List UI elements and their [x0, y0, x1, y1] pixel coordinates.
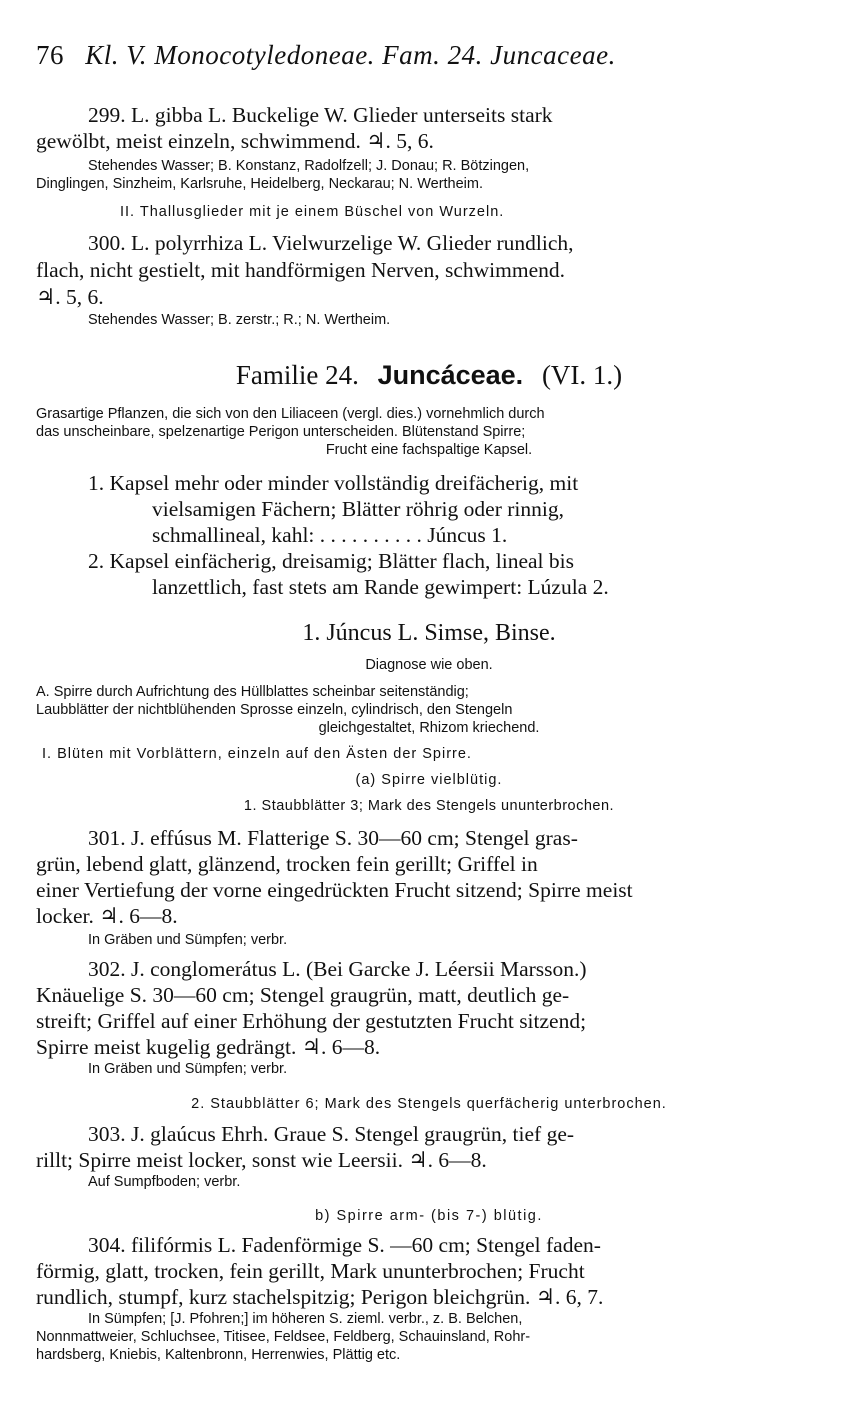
family-description-3: Frucht eine fachspaltige Kapsel. [325, 442, 533, 458]
family-title [36, 360, 822, 391]
group-A-line-2: Laubblätter der nichtblühenden Sprosse einzeln, cylindrisch, den Stengeln [36, 702, 513, 718]
species-304-line-3: rundlich, stumpf, kurz stachelspitzig; Perigon bleichgrün. ♃. 6, 7. [36, 1285, 604, 1309]
key-1-line-1: 1. Kapsel mehr oder minder vollständig dreifächerig, mit [88, 471, 579, 495]
genus-title: 1. Júncus L. Simse, Binse. [302, 620, 556, 646]
species-303-line-1: 303. J. glaúcus Ehrh. Graue S. Stengel graugrün, tief ge- [88, 1122, 575, 1146]
section-II: II. Thallusglieder mit je einem Büschel von Wurzeln. [120, 204, 505, 220]
running-title: Kl. V. Monocotyledoneae. Fam. 24. Juncaceae. [85, 40, 616, 70]
entry-299-locality-1: Stehendes Wasser; B. Konstanz, Radolfzell; J. Donau; R. Bötzingen, [88, 158, 530, 174]
group-2: 2. Staubblätter 6; Mark des Stengels querfächerig unterbrochen. [191, 1096, 667, 1112]
family-title-suffix: (VI. 1.) [541, 360, 623, 390]
species-304-line-1: 304. filifórmis L. Fadenförmige S. —60 cm; Stengel faden- [88, 1233, 601, 1257]
entry-300-line-1: 300. L. polyrrhiza L. Vielwurzelige W. Glieder rundlich, [88, 231, 574, 255]
family-description-1: Grasartige Pflanzen, die sich von den Liliaceen (vergl. dies.) vornehmlich durch [36, 406, 545, 422]
species-304-habitat-1: In Sümpfen; [J. Pfohren;] im höheren S. zieml. verbr., z. B. Belchen, [88, 1311, 523, 1327]
family-description-2: das unscheinbare, spelzenartige Perigon unterscheiden. Blütenstand Spirre; [36, 424, 526, 440]
species-302-line-1: 302. J. conglomerátus L. (Bei Garcke J. Léersii Marsson.) [88, 957, 587, 981]
species-302-line-2: Knäuelige S. 30—60 cm; Stengel graugrün, matt, deutlich ge- [36, 983, 570, 1007]
key-1-line-3: schmallineal, kahl: . . . . . . . . . . Júncus 1. [152, 523, 508, 547]
group-a: (a) Spirre vielblütig. [355, 772, 503, 788]
entry-299-line-2: gewölbt, meist einzeln, schwimmend. ♃. 5, 6. [36, 129, 434, 153]
key-1-line-2: vielsamigen Fächern; Blätter röhrig oder rinnig, [152, 497, 564, 521]
family-name: Juncáceae. [377, 360, 524, 390]
group-A-line-1: A. Spirre durch Aufrichtung des Hüllblattes scheinbar seitenständig; [36, 684, 469, 700]
entry-300-line-2: flach, nicht gestielt, mit handförmigen Nerven, schwimmend. [36, 258, 565, 282]
entry-300-line-3: ♃. 5, 6. [36, 285, 104, 309]
species-301-line-1: 301. J. effúsus M. Flatterige S. 30—60 cm; Stengel gras- [88, 826, 578, 850]
key-2-line-2: lanzettlich, fast stets am Rande gewimpert: Lúzula 2. [152, 575, 609, 599]
genus-diagnosis: Diagnose wie oben. [365, 657, 493, 673]
species-303-habitat: Auf Sumpfboden; verbr. [88, 1174, 241, 1190]
species-304-habitat-2: Nonnmattweier, Schluchsee, Titisee, Feldsee, Feldberg, Schauinsland, Rohr- [36, 1329, 531, 1345]
species-304-habitat-3: hardsberg, Kniebis, Kaltenbronn, Herrenwies, Plättig etc. [36, 1347, 401, 1363]
page-number: 76 [36, 40, 64, 70]
group-A-line-3: gleichgestaltet, Rhizom kriechend. [318, 720, 540, 736]
entry-300-locality: Stehendes Wasser; B. zerstr.; R.; N. Wertheim. [88, 312, 391, 328]
species-302-line-4: Spirre meist kugelig gedrängt. ♃. 6—8. [36, 1035, 381, 1059]
group-b: b) Spirre arm- (bis 7-) blütig. [315, 1208, 543, 1224]
species-301-line-2: grün, lebend glatt, glänzend, trocken fein gerillt; Griffel in [36, 852, 538, 876]
species-301-line-3: einer Vertiefung der vorne eingedrückten Frucht sitzend; Spirre meist [36, 878, 633, 902]
species-301-line-4: locker. ♃. 6—8. [36, 904, 178, 928]
species-302-line-3: streift; Griffel auf einer Erhöhung der gestutzten Frucht sitzend; [36, 1009, 587, 1033]
species-303-line-2: rillt; Spirre meist locker, sonst wie Leersii. ♃. 6—8. [36, 1148, 487, 1172]
family-title-prefix: Familie 24. [235, 360, 359, 390]
key-2-line-1: 2. Kapsel einfächerig, dreisamig; Blätter flach, lineal bis [88, 549, 574, 573]
entry-299-line-1: 299. L. gibba L. Buckelige W. Glieder unterseits stark [88, 103, 553, 127]
species-301-habitat: In Gräben und Sümpfen; verbr. [88, 932, 288, 948]
group-1: 1. Staubblätter 3; Mark des Stengels ununterbrochen. [243, 798, 615, 814]
group-I: I. Blüten mit Vorblättern, einzeln auf den Ästen der Spirre. [42, 746, 472, 762]
entry-299-locality-2: Dinglingen, Sinzheim, Karlsruhe, Heidelberg, Neckarau; N. Wertheim. [36, 176, 484, 192]
species-302-habitat: In Gräben und Sümpfen; verbr. [88, 1061, 288, 1077]
species-304-line-2: förmig, glatt, trocken, fein gerillt, Mark ununterbrochen; Frucht [36, 1259, 585, 1283]
running-header [36, 40, 616, 71]
